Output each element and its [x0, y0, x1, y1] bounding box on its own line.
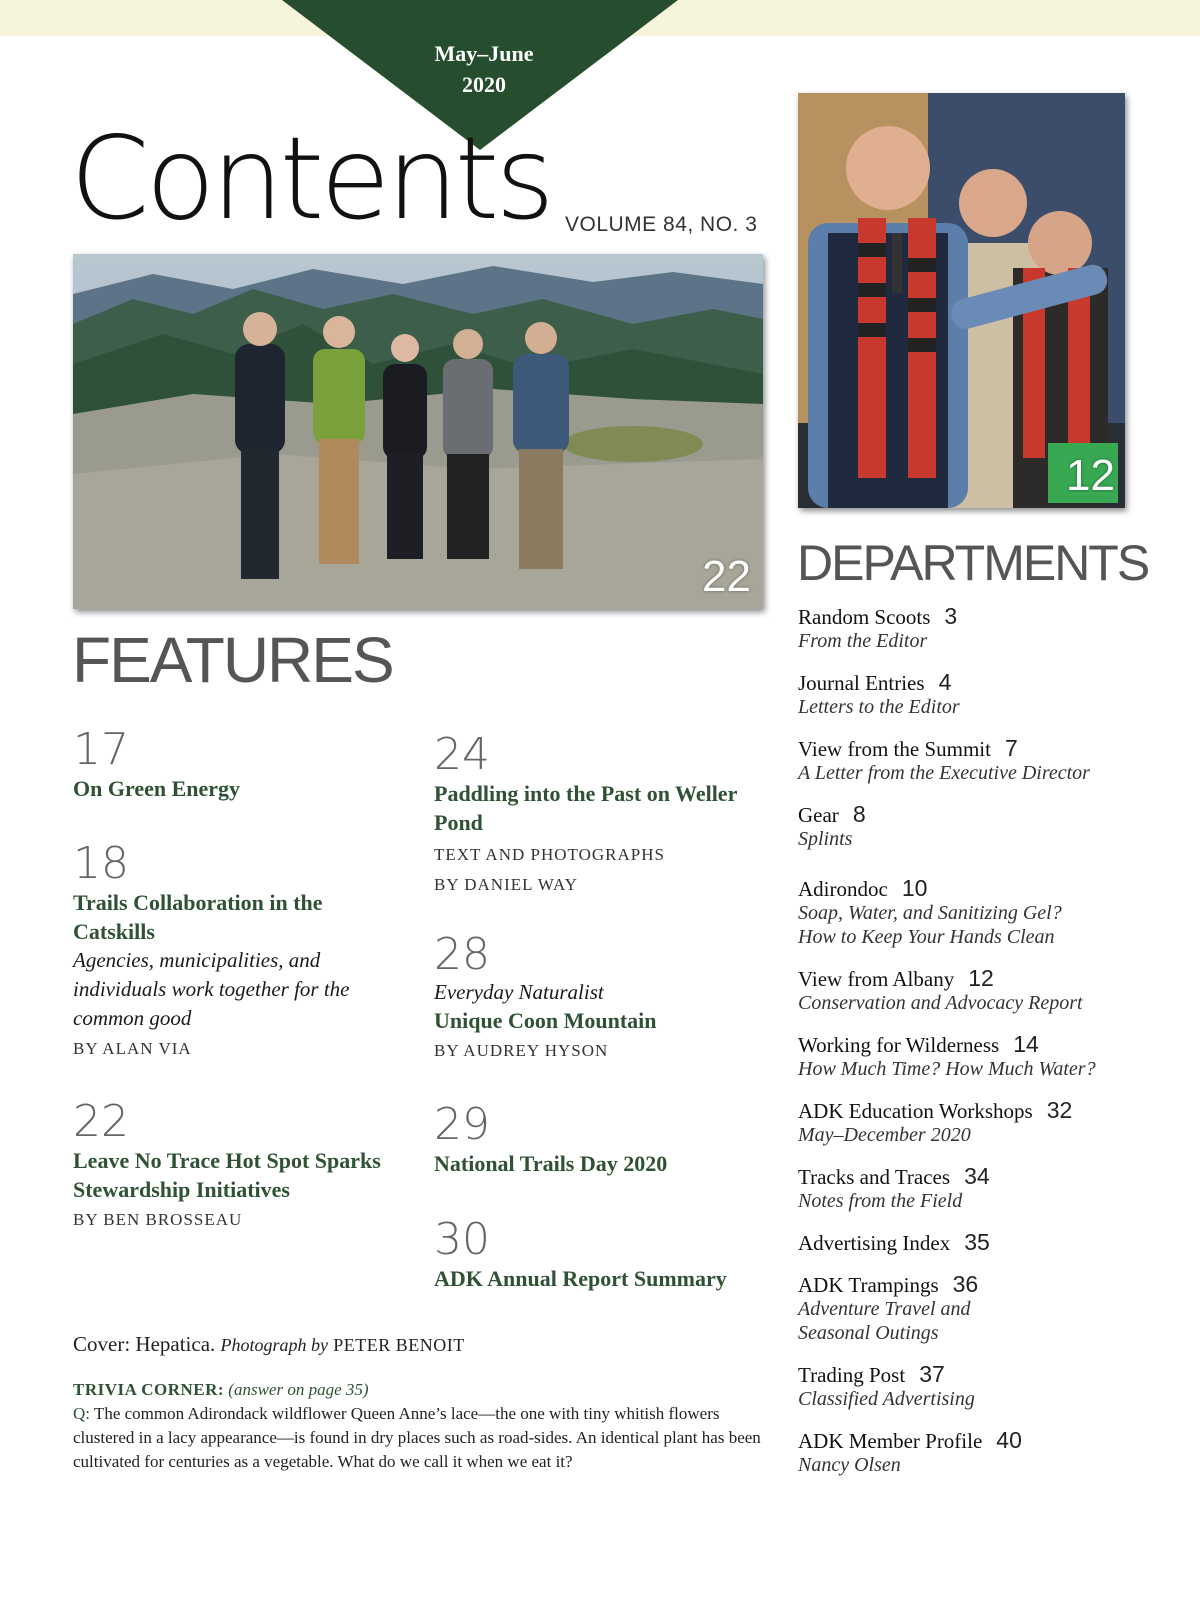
- department-name: Advertising Index: [798, 1231, 951, 1255]
- department-page: 8: [852, 801, 866, 827]
- issue-month: May–June: [434, 41, 534, 66]
- trivia-question: The common Adirondack wildflower Queen Anne’s lace—the one with tiny whitish flowers clustered in a lacy appearance—is found in dry places such as road-sides. An identical plant has been cultivated for centuries as a vegetable. What do we call it when we eat it?: [73, 1404, 761, 1471]
- feature-item: [73, 724, 393, 803]
- department-subtitle-line2: Seasonal Outings: [798, 1322, 939, 1344]
- feature-title[interactable]: Trails Collaboration in the Catskills: [73, 890, 323, 944]
- department-item[interactable]: [798, 736, 1178, 785]
- cover-photographer: PETER BENOIT: [333, 1335, 465, 1355]
- feature-item: [434, 1214, 764, 1293]
- department-subtitle: Conservation and Advocacy Report: [798, 992, 1083, 1014]
- department-item[interactable]: [798, 1362, 1178, 1411]
- feature-item: [434, 1099, 764, 1178]
- main-photo-page-number: 22: [702, 552, 751, 601]
- department-name: ADK Member Profile: [798, 1429, 983, 1453]
- department-page: 3: [944, 603, 958, 629]
- feature-page: 29: [434, 1099, 490, 1150]
- trivia-question-label: Q:: [73, 1404, 90, 1423]
- feature-byline: BY AUDREY HYSON: [434, 1041, 609, 1060]
- department-subtitle: How Much Time? How Much Water?: [798, 1058, 1096, 1080]
- department-page: 14: [1013, 1031, 1039, 1057]
- department-item[interactable]: [798, 966, 1178, 1015]
- feature-description: Agencies, municipalities, and individuals work together for the common good: [73, 948, 350, 1030]
- feature-page: 17: [73, 724, 129, 775]
- department-subtitle: Nancy Olsen: [798, 1454, 901, 1476]
- feature-title[interactable]: Unique Coon Mountain: [434, 1008, 657, 1033]
- cover-photo-by: Photograph by: [220, 1335, 329, 1355]
- department-page: 7: [1004, 735, 1018, 761]
- features-heading: FEATURES: [72, 624, 393, 696]
- feature-title[interactable]: ADK Annual Report Summary: [434, 1266, 727, 1291]
- feature-category: Everyday Naturalist: [434, 980, 604, 1004]
- feature-title[interactable]: On Green Energy: [73, 776, 241, 801]
- department-subtitle: From the Editor: [798, 630, 928, 652]
- department-page: 35: [964, 1229, 990, 1255]
- issue-date: [400, 38, 568, 100]
- department-item[interactable]: [798, 1272, 1178, 1345]
- department-subtitle: Soap, Water, and Sanitizing Gel?: [798, 902, 1062, 924]
- department-page: 12: [968, 965, 994, 991]
- department-name: Journal Entries: [798, 671, 925, 695]
- department-page: 37: [919, 1361, 945, 1387]
- feature-page: 28: [434, 929, 490, 980]
- hikers-photo: [73, 254, 763, 609]
- department-item[interactable]: [798, 1032, 1178, 1081]
- department-name: Adirondoc: [798, 877, 888, 901]
- feature-byline: BY ALAN VIA: [73, 1039, 192, 1058]
- feature-title[interactable]: Paddling into the Past on Weller Pond: [434, 781, 737, 835]
- feature-page: 18: [73, 838, 129, 889]
- department-name: Working for Wilderness: [798, 1033, 1000, 1057]
- department-name: ADK Trampings: [798, 1273, 939, 1297]
- department-subtitle: Notes from the Field: [798, 1190, 963, 1212]
- department-name: Tracks and Traces: [798, 1165, 951, 1189]
- feature-title[interactable]: National Trails Day 2020: [434, 1151, 668, 1176]
- departments-heading: DEPARTMENTS: [797, 535, 1149, 591]
- department-subtitle: May–December 2020: [798, 1124, 971, 1146]
- volume-label: VOLUME 84, NO. 3: [565, 213, 758, 236]
- feature-byline: BY BEN BROSSEAU: [73, 1210, 243, 1229]
- department-item[interactable]: [798, 1230, 1178, 1255]
- feature-page: 24: [434, 729, 490, 780]
- department-name: Trading Post: [798, 1363, 906, 1387]
- department-name: View from the Summit: [798, 737, 991, 761]
- department-page: 36: [952, 1271, 979, 1297]
- department-name: Random Scoots: [798, 605, 931, 629]
- department-subtitle: Classified Advertising: [798, 1388, 975, 1410]
- trivia-answer-note: (answer on page 35): [228, 1380, 369, 1399]
- feature-item: [434, 729, 764, 899]
- trivia-label: TRIVIA CORNER:: [73, 1380, 225, 1399]
- department-name: View from Albany: [798, 967, 955, 991]
- feature-item: [434, 929, 764, 1065]
- feature-byline: BY DANIEL WAY: [434, 875, 578, 894]
- department-item[interactable]: [798, 1164, 1178, 1213]
- issue-year: 2020: [462, 72, 506, 97]
- department-page: 32: [1046, 1097, 1073, 1123]
- department-item[interactable]: [798, 604, 1178, 653]
- trivia-corner: [73, 1378, 763, 1474]
- department-item[interactable]: [798, 802, 1178, 851]
- department-item[interactable]: [798, 876, 1178, 949]
- department-page: 4: [938, 669, 952, 695]
- department-item[interactable]: [798, 670, 1178, 719]
- feature-page: 30: [434, 1214, 490, 1265]
- feature-title[interactable]: Leave No Trace Hot Spot Sparks Stewardship Initiatives: [73, 1148, 381, 1202]
- department-subtitle: A Letter from the Executive Director: [798, 762, 1090, 784]
- feature-credit: TEXT AND PHOTOGRAPHS: [434, 845, 665, 864]
- department-item[interactable]: [798, 1098, 1178, 1147]
- department-name: ADK Education Workshops: [798, 1099, 1033, 1123]
- feature-item: [73, 838, 391, 1063]
- cover-credit: [73, 1332, 465, 1357]
- speakers-photo: [798, 93, 1125, 508]
- department-item[interactable]: [798, 1428, 1178, 1477]
- department-subtitle: Splints: [798, 828, 853, 850]
- department-page: 34: [964, 1163, 990, 1189]
- cover-label: Cover:: [73, 1332, 131, 1356]
- page-title: Contents: [70, 112, 551, 245]
- department-subtitle: Letters to the Editor: [798, 696, 960, 718]
- department-name: Gear: [798, 803, 839, 827]
- department-subtitle-line2: How to Keep Your Hands Clean: [798, 926, 1055, 948]
- department-page: 10: [901, 875, 928, 901]
- cover-caption: Hepatica.: [135, 1332, 216, 1356]
- side-photo-page-number: 12: [1066, 451, 1115, 500]
- department-subtitle: Adventure Travel and: [798, 1298, 971, 1320]
- department-page: 40: [996, 1427, 1022, 1453]
- feature-item: [73, 1096, 393, 1234]
- feature-page: 22: [73, 1096, 129, 1147]
